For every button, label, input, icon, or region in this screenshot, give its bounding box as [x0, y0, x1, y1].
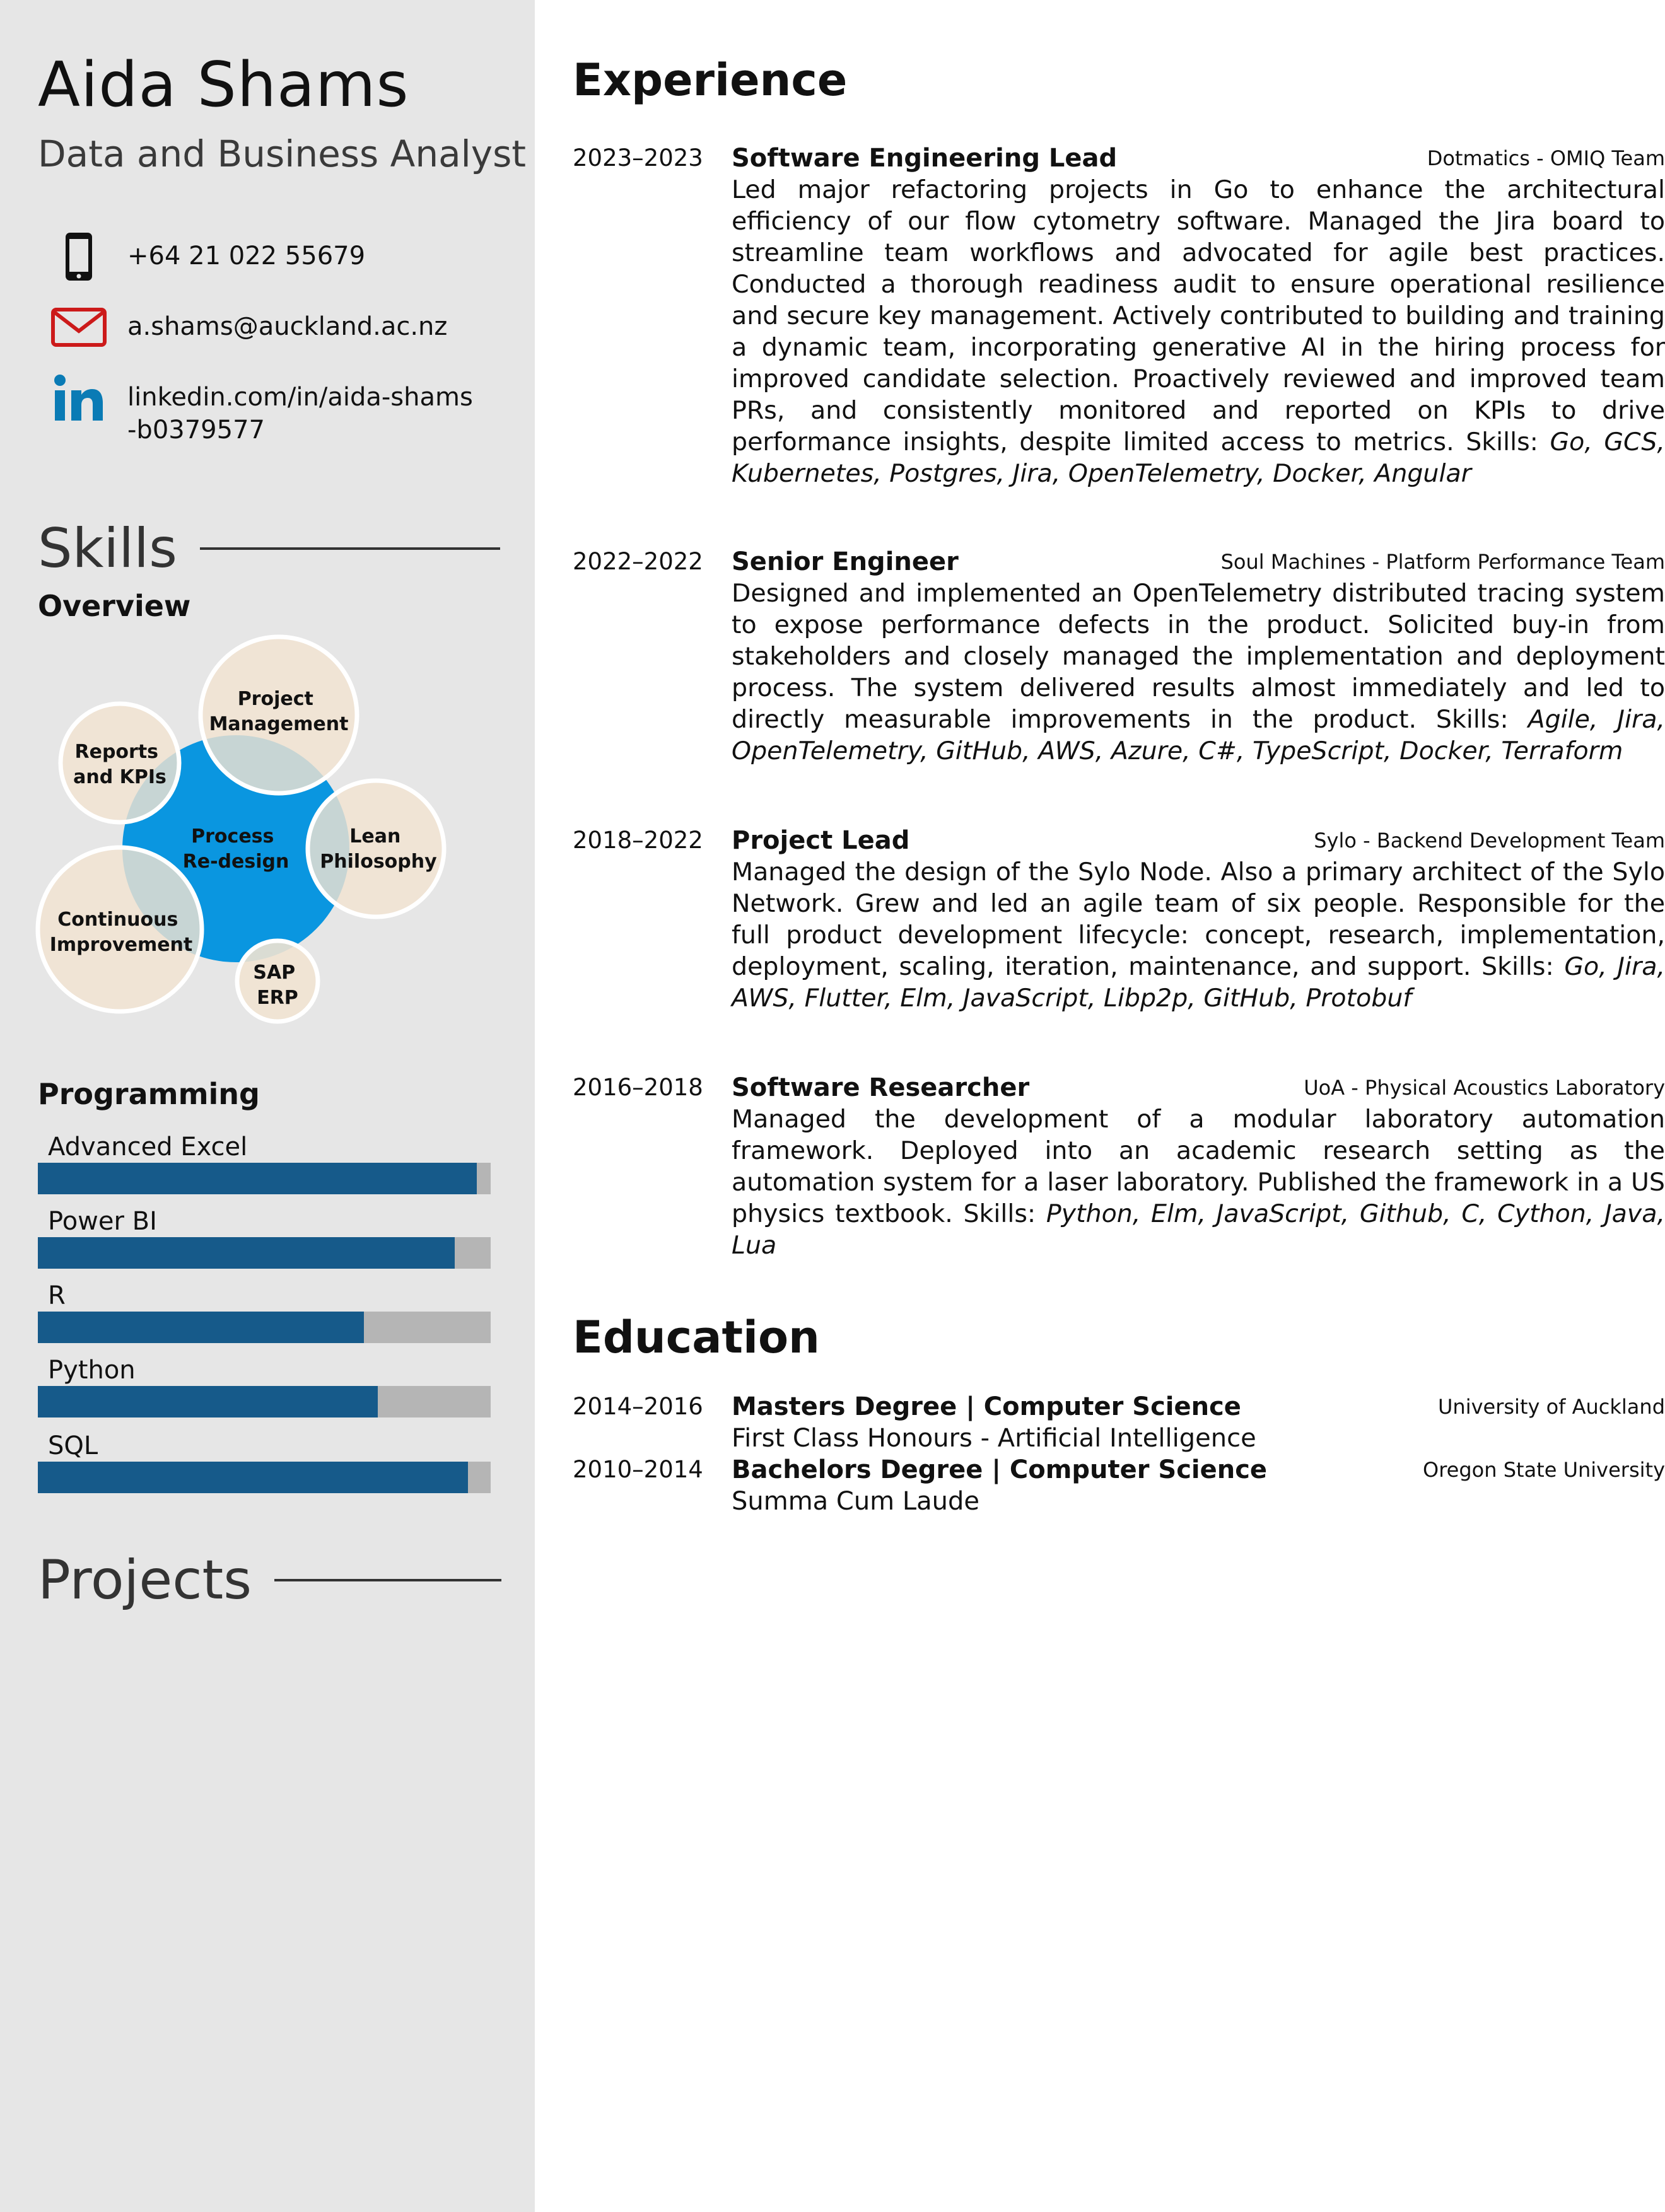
entry-dates: 2016–2018 [573, 1074, 703, 1101]
linkedin-icon [38, 370, 120, 426]
skills-heading-rule [200, 547, 500, 550]
entry-organization: Dotmatics - OMIQ Team [1427, 146, 1665, 170]
projects-heading-text: Projects [38, 1549, 252, 1612]
entry-skills: Go, Jira, AWS, Flutter, Elm, JavaScript, Libp2p, GitHub, Protobuf [732, 952, 1665, 1013]
overview-bubble-diagram [25, 637, 467, 1040]
entry-dates: 2018–2022 [573, 827, 703, 854]
bubble-label-continuous-improvement: Continuous Improvement [49, 909, 193, 956]
skill-track [38, 1163, 491, 1194]
entry-skills: Python, Elm, JavaScript, Github, C, Cython, Java, Lua [732, 1199, 1665, 1260]
entry-description: Led major refactoring projects in Go to enhance the architectural efficiency of our flow cytometry software. Managed the Jira board to streamline team workflows and advocated for agile best practices. Conducted a thorough readiness audit to ensure operational resilience and secure key management. Actively contributed to building and training a dynamic team, incorporating generative AI in the hiring process for improved candidate selection. Proactively reviewed and improved team PRs, and consistently monitored and reported on KPIs to drive performance insights, despite limited access to metrics. Skills: Go, GCS, Kubernetes, Postgres, Jira, OpenTelemetry, Docker, Angular [732, 175, 1665, 488]
phone-number[interactable]: +64 21 022 55679 [127, 242, 366, 271]
entry-organization: UoA - Physical Acoustics Laboratory [1304, 1076, 1665, 1100]
contact-linkedin [38, 370, 481, 446]
skill-fill [38, 1163, 477, 1194]
overview-heading: Overview [38, 589, 191, 623]
edu-degree: Bachelors Degree | Computer Science [732, 1455, 1268, 1484]
skill-bar [38, 1354, 491, 1417]
bubble-lean-philosophy [308, 781, 444, 917]
skill-fill [38, 1386, 378, 1417]
edu-degree: Masters Degree | Computer Science [732, 1392, 1241, 1421]
skill-fill [38, 1462, 468, 1493]
person-name: Aida Shams [38, 49, 409, 121]
skill-track [38, 1462, 491, 1493]
entry-skills: Agile, Jira, OpenTelemetry, GitHub, AWS, Azure, C#, TypeScript, Docker, Terraform [732, 705, 1665, 765]
edu-dates: 2014–2016 [573, 1393, 703, 1420]
projects-heading-rule [274, 1579, 501, 1581]
edu-school: University of Auckland [1438, 1395, 1665, 1419]
skill-label: Python [48, 1356, 136, 1385]
job-title: Data and Business Analyst [38, 132, 527, 175]
experience-heading: Experience [573, 54, 848, 106]
entry-dates: 2022–2022 [573, 548, 703, 575]
skill-label: Advanced Excel [48, 1132, 248, 1161]
skill-label: SQL [48, 1431, 98, 1460]
contact-email [38, 299, 447, 356]
skill-track [38, 1386, 491, 1417]
edu-school: Oregon State University [1423, 1458, 1665, 1482]
email-address[interactable]: a.shams@auckland.ac.nz [127, 312, 448, 341]
skill-label: Power BI [48, 1207, 157, 1236]
bubble-label-process-redesign: Process Re-design [182, 825, 289, 873]
main-content [535, 0, 1665, 2212]
skill-track [38, 1312, 491, 1343]
entry-description: Designed and implemented an OpenTelemetry distributed tracing system to expose performance defects in the product. Solicited buy-in from stakeholders and closely managed the implementation and deployment process. The system delivered results almost immediately and led to directly measurable improvements in the product. Skills: Agile, Jira, OpenTelemetry, GitHub, AWS, Azure, C#, TypeScript, Docker, Terraform [732, 579, 1665, 765]
skills-heading-text: Skills [38, 517, 177, 580]
entry-role: Software Engineering Lead [732, 144, 1118, 173]
entry-role: Project Lead [732, 826, 910, 855]
phone-icon [38, 228, 120, 285]
entry-skills: Go, GCS, Kubernetes, Postgres, Jira, OpenTelemetry, Docker, Angular [732, 428, 1665, 488]
entry-organization: Sylo - Backend Development Team [1314, 829, 1665, 853]
programming-heading: Programming [38, 1077, 260, 1111]
edu-note: Summa Cum Laude [732, 1487, 980, 1516]
skill-bar [38, 1131, 491, 1194]
skill-label: R [48, 1281, 66, 1310]
skill-fill [38, 1237, 455, 1269]
entry-description: Managed the design of the Sylo Node. Also a primary architect of the Sylo Network. Grew and led an agile team of six people. Responsible for the full product development lifecycle: concept, research, implementation, deployment, scaling, iteration, maintenance, and support. Skills: Go, Jira, AWS, Flutter, Elm, JavaScript, Libp2p, GitHub, Protobuf [732, 858, 1665, 1013]
bubble-reports-kpis [61, 704, 179, 822]
contact-phone [38, 228, 365, 285]
entry-role: Software Researcher [732, 1073, 1030, 1102]
edu-dates: 2010–2014 [573, 1456, 703, 1483]
bubble-label-project-management: Project Management [209, 688, 349, 735]
skill-track [38, 1237, 491, 1269]
entry-description: Managed the development of a modular laboratory automation framework. Deployed into an academic research setting as the automation system for a laser laboratory. Published the framework in a US physics textbook. Skills: Python, Elm, JavaScript, Github, C, Cython, Java, Lua [732, 1105, 1665, 1260]
entry-organization: Soul Machines - Platform Performance Team [1220, 550, 1665, 574]
bubble-label-sap-erp: SAP ERP [253, 962, 298, 1009]
bubble-label-reports-kpis: Reports and KPIs [73, 741, 166, 788]
skill-bar [38, 1430, 491, 1493]
projects-heading [38, 1549, 501, 1612]
mail-icon [38, 299, 120, 356]
linkedin-url[interactable]: linkedin.com/in/aida-shams-b0379577 [127, 383, 473, 445]
skill-bar [38, 1206, 491, 1269]
bubble-label-lean-philosophy: Lean Philosophy [320, 825, 437, 873]
skill-fill [38, 1312, 364, 1343]
skills-heading [38, 517, 500, 580]
entry-role: Senior Engineer [732, 547, 959, 576]
edu-note: First Class Honours - Artificial Intelligence [732, 1424, 1256, 1453]
sidebar [0, 0, 535, 2212]
education-heading: Education [573, 1312, 820, 1363]
skill-bar [38, 1280, 491, 1343]
entry-dates: 2023–2023 [573, 144, 703, 172]
